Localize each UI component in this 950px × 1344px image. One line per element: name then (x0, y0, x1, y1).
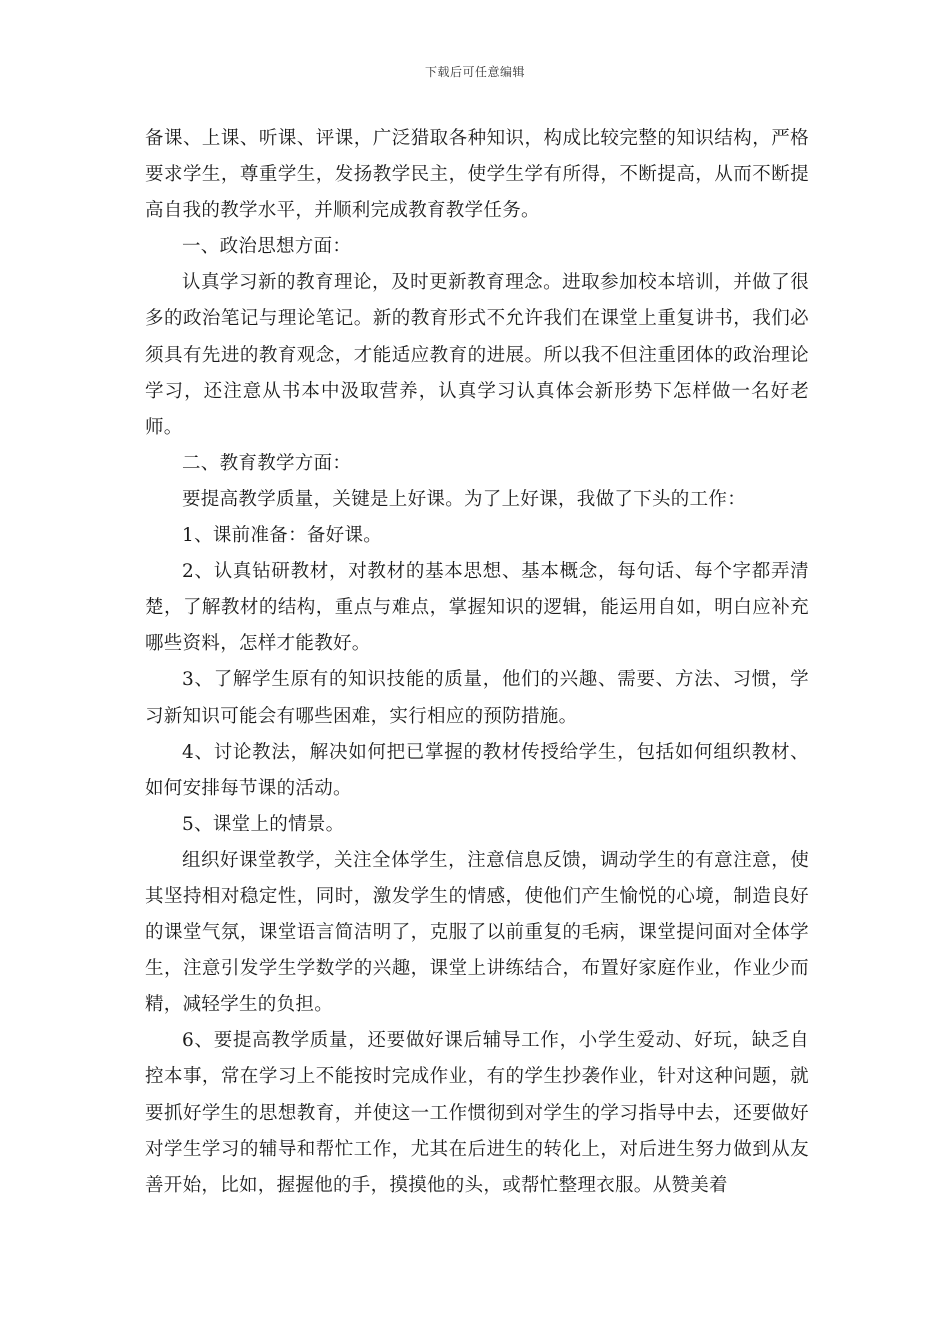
paragraph-continuation: 备课、上课、听课、评课，广泛猎取各种知识，构成比较完整的知识结构，严格要求学生，尊重学生，发扬教学民主，使学生学有所得，不断提高，从而不断提高自我的教学水平，并顺利完成教育教学任务。 (145, 128, 809, 222)
list-item: 6、要提高教学质量，还要做好课后辅导工作，小学生爱动、好玩，缺乏自控本事，常在学习上不能按时完成作业，有的学生抄袭作业，针对这种问题，就要抓好学生的思想教育，并使这一工作惯彻到对学生的学习指导中去，还要做好对学生学习的辅导和帮忙工作，尤其在后进生的转化上，对后进生努力做到从友善开始，比如，握握他的手，摸摸他的头，或帮忙整理衣服。从赞美着 (145, 1030, 809, 1196)
page-header: 下载后可任意编辑 (424, 65, 525, 79)
section-heading-teaching: 二、教育教学方面： (182, 452, 352, 474)
document-body (145, 121, 809, 1204)
paragraph: 要提高教学质量，关键是上好课。为了上好课，我做了下头的工作： (182, 488, 747, 510)
paragraph: 组织好课堂教学，关注全体学生，注意信息反馈，调动学生的有意注意，使其坚持相对稳定性，同时，激发学生的情感，使他们产生愉悦的心境，制造良好的课堂气氛，课堂语言简洁明了，克服了以前重复的毛病，课堂提问面对全体学生，注意引发学生学数学的兴趣，课堂上讲练结合，布置好家庭作业，作业少而精，减轻学生的负担。 (145, 849, 809, 1016)
list-item: 1、课前准备：备好课。 (182, 525, 383, 547)
list-item: 2、认真钻研教材，对教材的基本思想、基本概念，每句话、每个字都弄清楚，了解教材的结构，重点与难点，掌握知识的逻辑，能运用自如，明白应补充哪些资料，怎样才能教好。 (145, 561, 809, 655)
list-item: 4、讨论教法，解决如何把已掌握的教材传授给学生，包括如何组织教材、如何安排每节课的活动。 (145, 741, 809, 799)
section-heading-politics: 一、政治思想方面： (182, 236, 352, 258)
paragraph: 认真学习新的教育理论，及时更新教育理念。进取参加校本培训，并做了很多的政治笔记与理论笔记。新的教育形式不允许我们在课堂上重复讲书，我们必须具有先进的教育观念，才能适应教育的进展。所以我不但注重团体的政治理论学习，还注意从书本中汲取营养，认真学习认真体会新形势下怎样做一名好老师。 (145, 272, 809, 438)
list-item: 3、了解学生原有的知识技能的质量，他们的兴趣、需要、方法、习惯，学习新知识可能会有哪些困难，实行相应的预防措施。 (145, 669, 809, 727)
list-item: 5、课堂上的情景。 (182, 813, 345, 835)
